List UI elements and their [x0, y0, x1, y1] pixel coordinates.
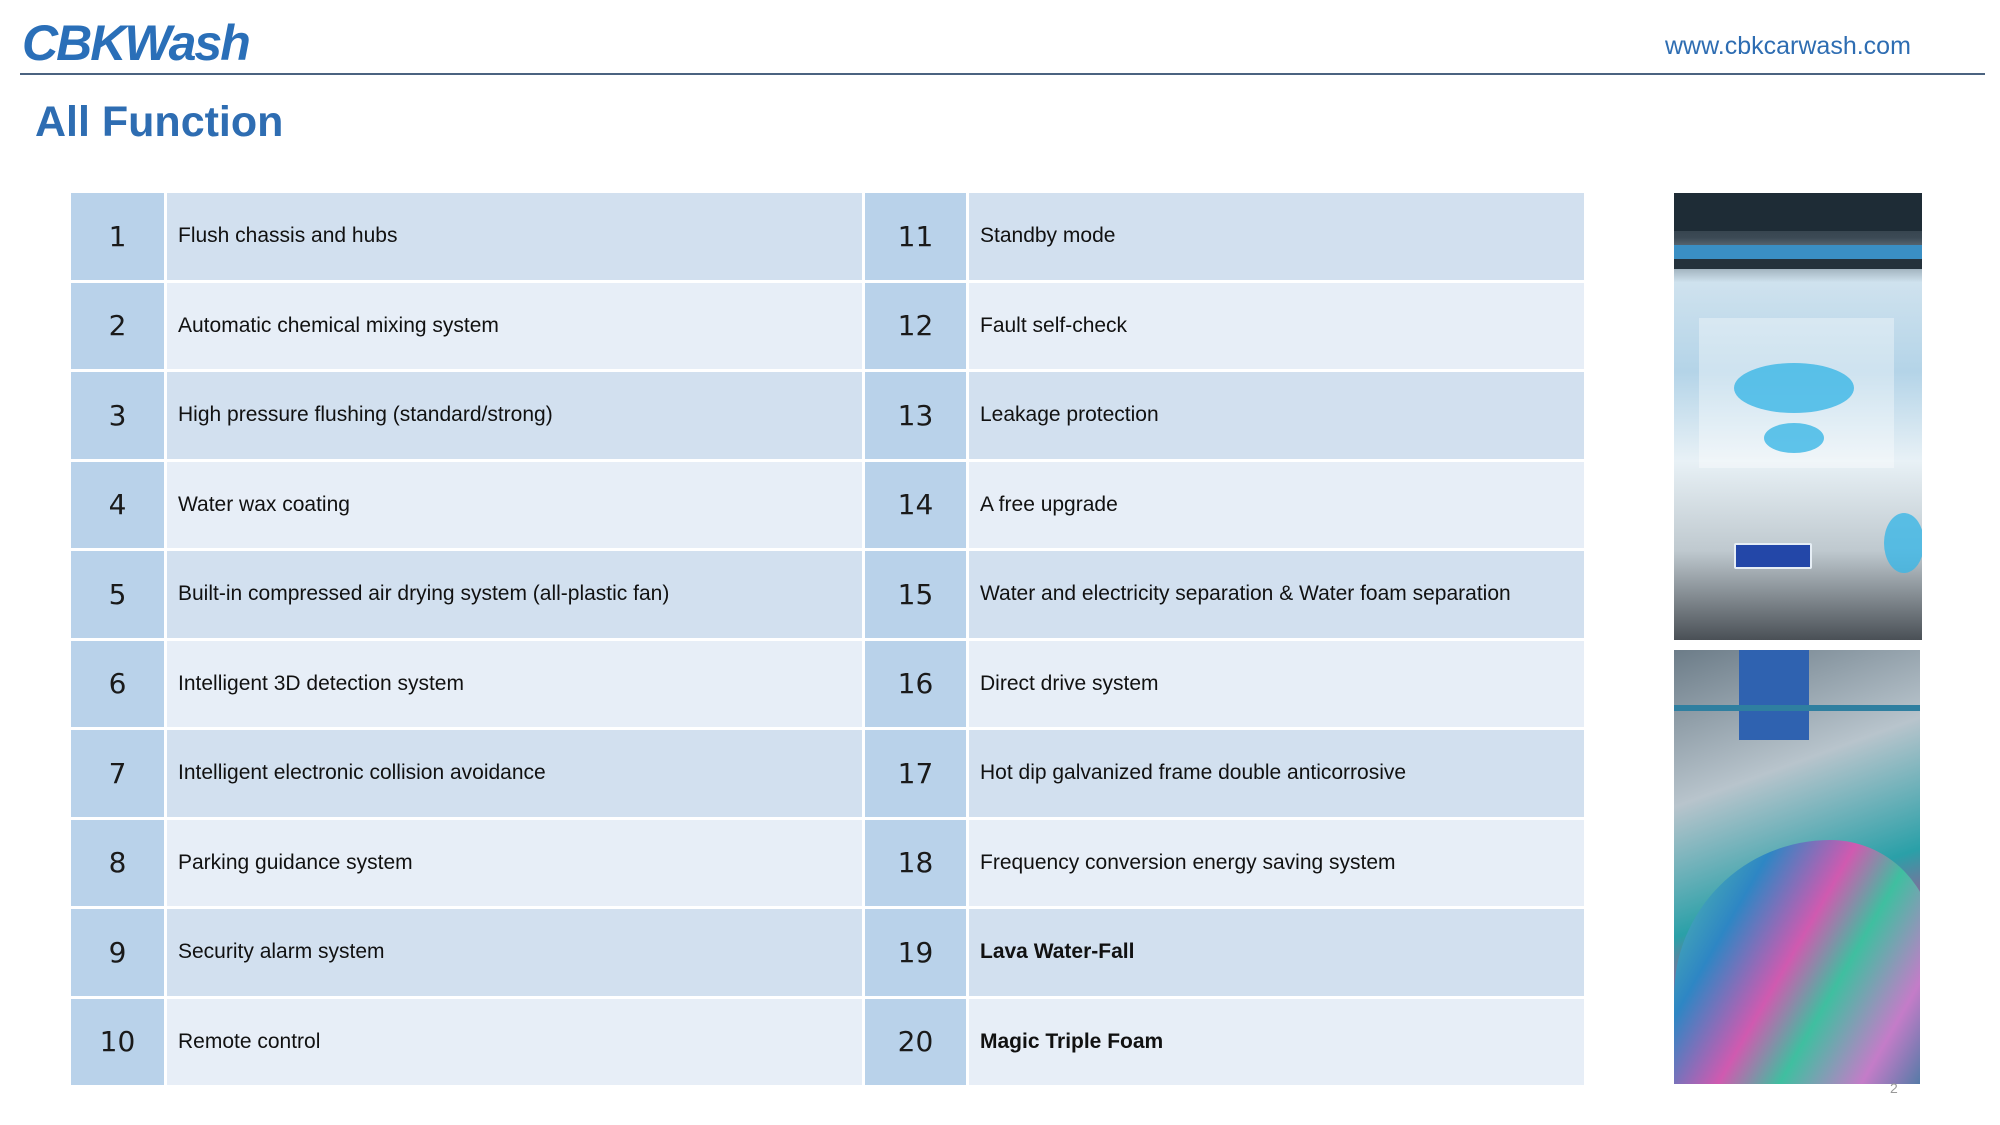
function-label: Water wax coating: [167, 462, 862, 549]
page-number: 2: [1890, 1080, 1898, 1096]
function-number: 15: [865, 551, 966, 638]
function-number: 8: [71, 820, 164, 907]
function-label: High pressure flushing (standard/strong): [167, 372, 862, 459]
function-number: 16: [865, 641, 966, 728]
function-label: Water and electricity separation & Water foam separation: [969, 551, 1584, 638]
car-wash-rainbow-foam-photo: [1674, 650, 1920, 1084]
function-number: 14: [865, 462, 966, 549]
function-label: Lava Water-Fall: [969, 909, 1584, 996]
function-label: Remote control: [167, 999, 862, 1086]
function-label: Intelligent electronic collision avoidance: [167, 730, 862, 817]
function-number: 3: [71, 372, 164, 459]
function-number: 17: [865, 730, 966, 817]
function-number: 20: [865, 999, 966, 1086]
function-label: Hot dip galvanized frame double anticorrosive: [969, 730, 1584, 817]
function-number: 1: [71, 193, 164, 280]
function-label: Standby mode: [969, 193, 1584, 280]
function-label: A free upgrade: [969, 462, 1584, 549]
function-label: Built-in compressed air drying system (all-plastic fan): [167, 551, 862, 638]
function-label: Magic Triple Foam: [969, 999, 1584, 1086]
function-number: 18: [865, 820, 966, 907]
function-label: Fault self-check: [969, 283, 1584, 370]
function-number: 11: [865, 193, 966, 280]
function-number: 9: [71, 909, 164, 996]
page-title: All Function: [35, 98, 284, 146]
function-label: Flush chassis and hubs: [167, 193, 862, 280]
function-number: 19: [865, 909, 966, 996]
function-label: Parking guidance system: [167, 820, 862, 907]
function-number: 6: [71, 641, 164, 728]
cbkwash-logo: CBKWash: [22, 15, 249, 71]
function-number: 12: [865, 283, 966, 370]
function-label: Intelligent 3D detection system: [167, 641, 862, 728]
header-divider: [20, 73, 1985, 75]
function-number: 7: [71, 730, 164, 817]
function-label: Security alarm system: [167, 909, 862, 996]
function-table: [71, 193, 1583, 1085]
function-number: 13: [865, 372, 966, 459]
function-number: 2: [71, 283, 164, 370]
function-label: Leakage protection: [969, 372, 1584, 459]
function-number: 4: [71, 462, 164, 549]
function-number: 10: [71, 999, 164, 1086]
function-number: 5: [71, 551, 164, 638]
website-url[interactable]: www.cbkcarwash.com: [1665, 32, 1911, 60]
function-label: Direct drive system: [969, 641, 1584, 728]
function-label: Frequency conversion energy saving system: [969, 820, 1584, 907]
function-label: Automatic chemical mixing system: [167, 283, 862, 370]
car-wash-foam-photo: [1674, 193, 1922, 640]
